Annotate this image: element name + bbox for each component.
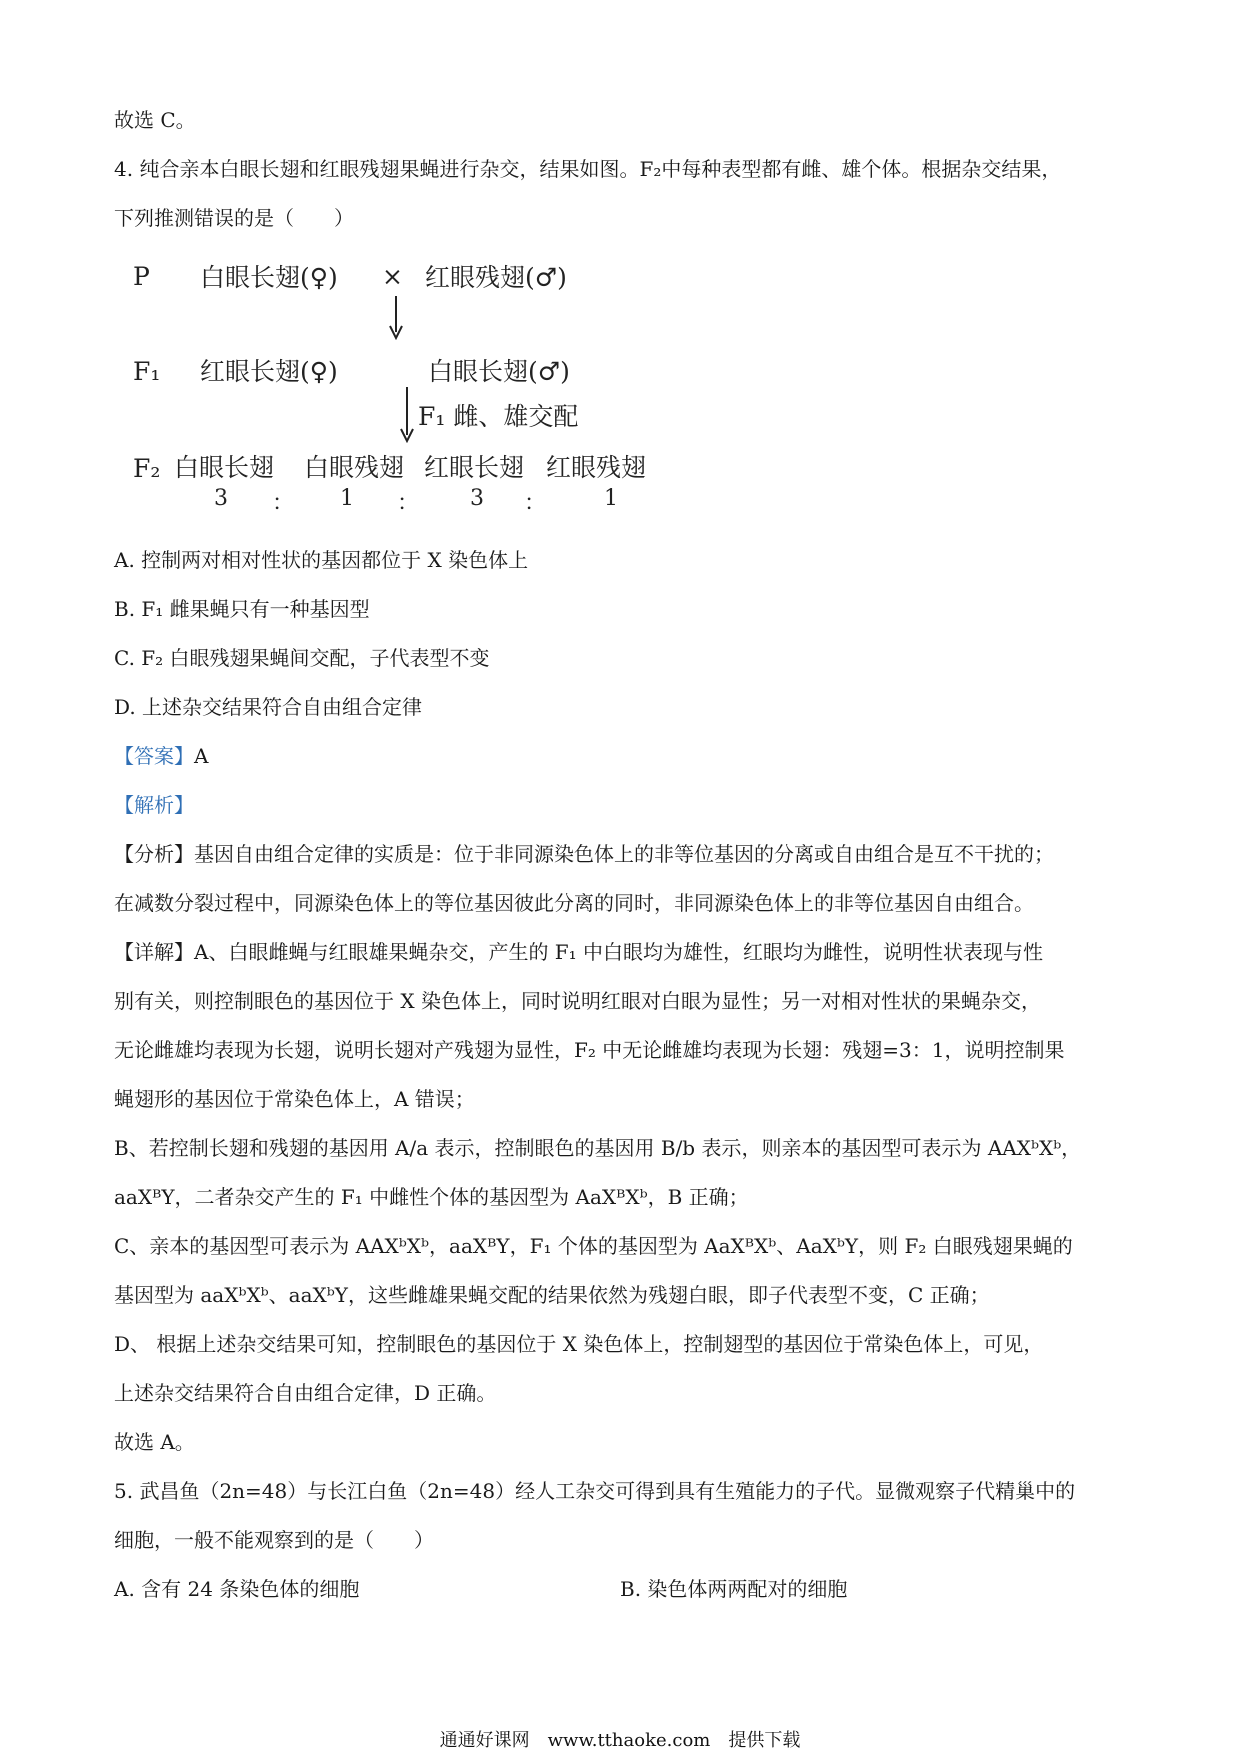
cross-symbol: × <box>382 262 403 291</box>
detail-line: D、 根据上述杂交结果可知，控制眼色的基因位于 X 染色体上，控制翅型的基因位于常染色体上，可见， <box>114 1332 1044 1356</box>
question-4-line-1: 4. 纯合亲本白眼长翅和红眼残翅果蝇进行杂交，结果如图。F₂中每种表型都有雌、雄个体。根据杂交结果， <box>114 157 1062 181</box>
question-5-line-1: 5. 武昌鱼（2n=48）与长江白鱼（2n=48）经人工杂交可得到具有生殖能力的子代。显微观察子代精巢中的 <box>114 1479 1076 1503</box>
analysis-tag: 【解析】 <box>114 793 194 817</box>
detail-line: aaXᴮY，二者杂交产生的 F₁ 中雌性个体的基因型为 AaXᴮXᵇ，B 正确； <box>114 1185 749 1209</box>
f1-male-phenotype: 白眼长翅(♂) <box>428 357 570 386</box>
q5-option-a: A. 含有 24 条染色体的细胞 <box>114 1577 360 1601</box>
detail-line: 蝇翅形的基因位于常染色体上，A 错误； <box>114 1087 475 1111</box>
text-line: 故选 A。 <box>114 1430 195 1454</box>
option-d: D. 上述杂交结果符合自由组合定律 <box>114 695 423 719</box>
p-male-phenotype: 红眼残翅(♂) <box>425 263 567 292</box>
answer-line <box>114 743 208 769</box>
detail-line: B、若控制长翅和残翅的基因用 A/a 表示，控制眼色的基因用 B/b 表示，则亲本的基因型可表示为 AAXᵇXᵇ， <box>114 1136 1082 1160</box>
p-female-phenotype: 白眼长翅(♀) <box>200 263 338 292</box>
q5-option-b: B. 染色体两两配对的细胞 <box>620 1577 848 1601</box>
detail-line: 无论雌雄均表现为长翅，说明长翅对产残翅为显性，F₂ 中无论雌雄均表现为长翅：残翅=3：1，说明控制果 <box>114 1038 1065 1062</box>
question-5-line-2: 细胞，一般不能观察到的是（ ） <box>114 1528 434 1552</box>
detail-line: 上述杂交结果符合自由组合定律，D 正确。 <box>114 1381 497 1405</box>
option-b: B. F₁ 雌果蝇只有一种基因型 <box>114 597 370 621</box>
down-arrow-icon <box>397 387 417 443</box>
analysis-line: 在减数分裂过程中，同源染色体上的等位基因彼此分离的同时，非同源染色体上的非等位基因自由组合。 <box>114 891 1034 915</box>
option-c: C. F₂ 白眼残翅果蝇间交配，子代表型不变 <box>114 646 490 670</box>
f2-ratio-value: 3 <box>470 486 484 511</box>
f2-ratio-value: 3 <box>214 486 228 511</box>
detail-line: 别有关，则控制眼色的基因位于 X 染色体上，同时说明红眼对白眼为显性；另一对相对性状的果蝇杂交， <box>114 989 1041 1013</box>
f2-phenotype: 红眼长翅 <box>424 453 525 482</box>
question-4-line-2: 下列推测错误的是（ ） <box>114 206 354 230</box>
answer-value: A <box>194 744 209 768</box>
text-line: 故选 C。 <box>114 108 196 132</box>
f2-phenotype: 红眼残翅 <box>546 453 647 482</box>
ratio-colon: ： <box>397 491 420 516</box>
f2-phenotype: 白眼残翅 <box>304 453 405 482</box>
detail-line: 基因型为 aaXᵇXᵇ、aaXᵇY，这些雌雄果蝇交配的结果依然为残翅白眼，即子代表型不变，C 正确； <box>114 1283 990 1307</box>
generation-f1-label: F₁ <box>133 357 161 386</box>
generation-p-label: P <box>133 262 150 291</box>
detail-line: 【详解】A、白眼雌蝇与红眼雄果蝇杂交，产生的 F₁ 中白眼均为雄性，红眼均为雌性，说明性状表现与性 <box>114 940 1044 964</box>
generation-f2-label: F₂ <box>133 454 161 483</box>
ratio-colon: ： <box>272 491 295 516</box>
f2-ratio-value: 1 <box>604 486 618 511</box>
option-a: A. 控制两对相对性状的基因都位于 X 染色体上 <box>114 548 529 572</box>
analysis-line: 【分析】基因自由组合定律的实质是：位于非同源染色体上的非等位基因的分离或自由组合是互不干扰的； <box>114 842 1054 866</box>
answer-tag: 【答案】 <box>114 744 194 768</box>
f1-mating-note: F₁ 雌、雄交配 <box>418 402 579 431</box>
detail-line: C、亲本的基因型可表示为 AAXᵇXᵇ，aaXᴮY，F₁ 个体的基因型为 AaXᴮXᵇ、AaXᵇY，则 F₂ 白眼残翅果蝇的 <box>114 1234 1073 1258</box>
f2-phenotype: 白眼长翅 <box>174 453 275 482</box>
ratio-colon: ： <box>524 491 547 516</box>
footer-source: 通通好课网 www.tthaoke.com 提供下载 <box>439 1730 801 1751</box>
f2-ratio-value: 1 <box>340 486 354 511</box>
down-arrow-icon <box>386 296 406 340</box>
f1-female-phenotype: 红眼长翅(♀) <box>200 357 338 386</box>
